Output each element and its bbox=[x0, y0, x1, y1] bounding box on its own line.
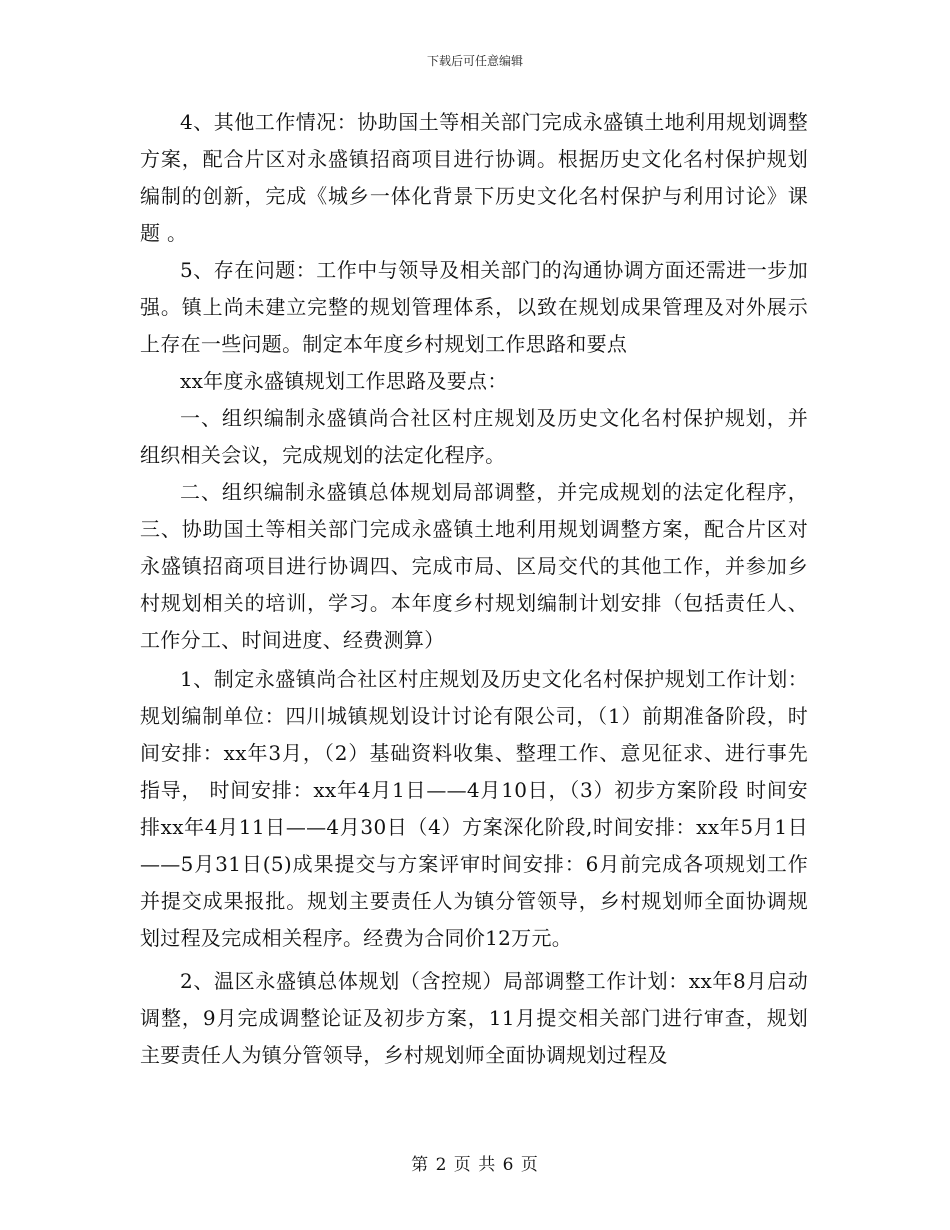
document-body bbox=[140, 104, 808, 1074]
paragraph-other-work: 4、其他工作情况：协助国土等相关部门完成永盛镇土地利用规划调整方案，配合片区对永盛镇招商项目进行协调。根据历史文化名村保护规划编制的创新，完成《城乡一体化背景下历史文化名村保护与利用讨论》课题 。 bbox=[140, 110, 808, 245]
page-number: 第 2 页 共 6 页 bbox=[411, 1155, 539, 1175]
paragraph-plan-heading: xx年度永盛镇规划工作思路及要点： bbox=[180, 369, 508, 393]
page-header: 下载后可任意编辑 bbox=[426, 54, 523, 68]
paragraph-plan-item-2: 2、温区永盛镇总体规划（含控规）局部调整工作计划：xx年8月启动调整，9月完成调整论证及初步方案，11月提交相关部门进行审查，规划主要责任人为镇分管领导，乡村规划师全面协调规划过程及 bbox=[140, 969, 808, 1067]
paragraph-existing-problems: 5、存在问题：工作中与领导及相关部门的沟通协调方面还需进一步加强。镇上尚未建立完整的规划管理体系，以致在规划成果管理及对外展示上存在一些问题。制定本年度乡村规划工作思路和要点 bbox=[140, 258, 808, 356]
paragraph-point-one: 一、组织编制永盛镇尚合社区村庄规划及历史文化名村保护规划，并组织相关会议，完成规划的法定化程序。 bbox=[140, 406, 808, 467]
paragraph-point-two: 二、组织编制永盛镇总体规划局部调整，并完成规划的法定化程序，三、协助国土等相关部门完成永盛镇土地利用规划调整方案，配合片区对永盛镇招商项目进行协调四、完成市局、区局交代的其他工作，并参加乡村规划相关的培训，学习。本年度乡村规划编制计划安排（包括责任人、工作分工、时间进度、经费测算） bbox=[140, 480, 808, 652]
paragraph-plan-item-1: 1、制定永盛镇尚合社区村庄规划及历史文化名村保护规划工作计划：规划编制单位：四川城镇规划设计讨论有限公司，（1）前期准备阶段，时间安排：xx年3月，（2）基础资料收集、整理工作、意见征求、进行事先指导， 时间安排：xx年4月1日——4月10日，（3）初步方案阶段 时间安排xx年4月11日——4月30日（4）方案深化阶段,时间安排：xx年5月1日——5月31日(5)成果提交与方案评审时间安排：6月前完成各项规划工作并提交成果报批。规划主要责任人为镇分管领导，乡村规划师全面协调规划过程及完成相关程序。经费为合同价12万元。 bbox=[140, 667, 808, 950]
